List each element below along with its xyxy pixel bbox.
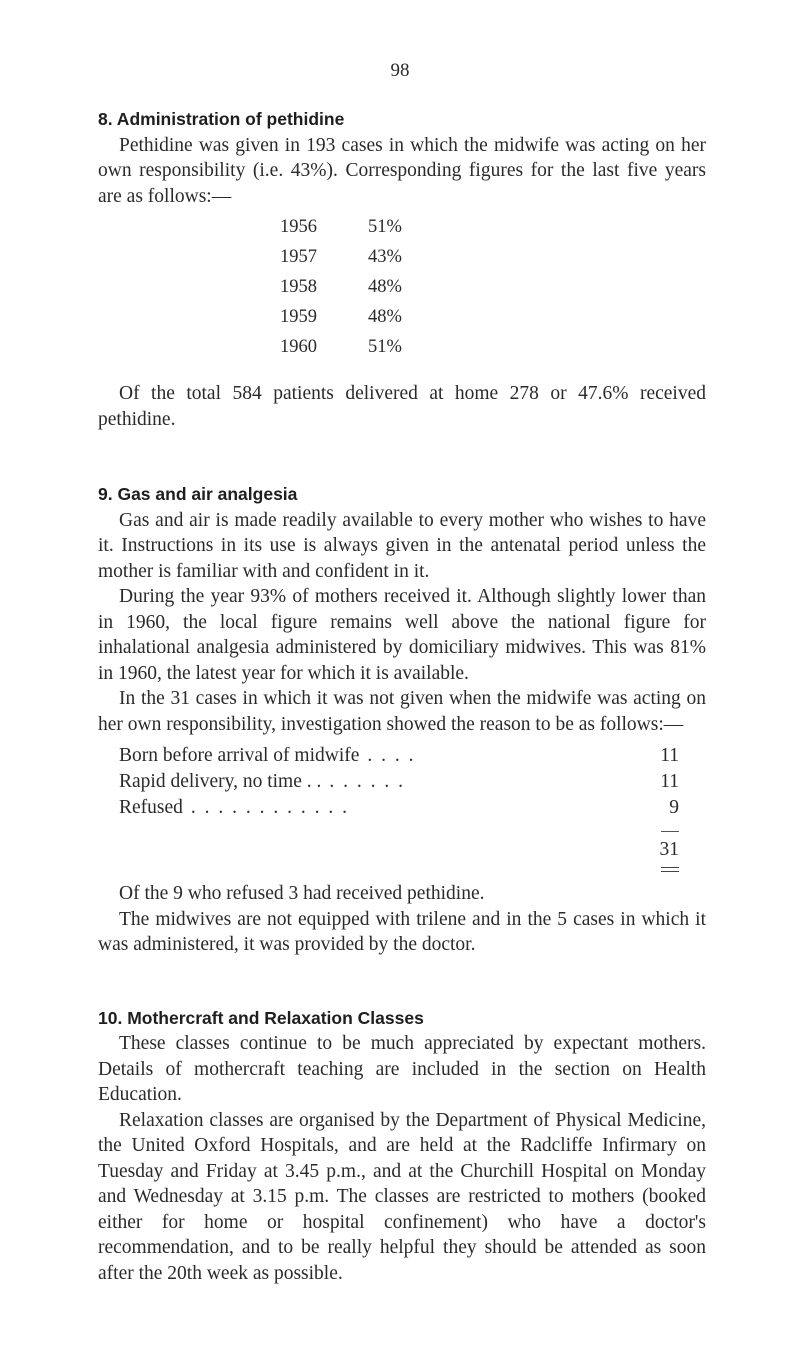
section-heading-gas-and-air: 9. Gas and air analgesia <box>98 484 298 504</box>
total-double-rule <box>661 867 679 872</box>
list-item <box>119 769 679 795</box>
reason-total-block <box>119 821 679 873</box>
page-number: 98 <box>390 60 410 81</box>
section-gas-and-air <box>98 482 706 958</box>
reason-count: 11 <box>660 745 679 766</box>
page-content <box>98 107 706 1286</box>
list-item <box>119 795 679 821</box>
table-row <box>98 303 402 333</box>
reason-count: 11 <box>660 771 679 792</box>
percent-cell: 48% <box>368 307 402 328</box>
pethidine-intro: Pethidine was given in 193 cases in which the midwife was acting on her own responsibility (i.e. 43%). Corresponding figures for the last five years are as follows:— <box>98 134 706 207</box>
year-cell: 1960 <box>280 337 317 358</box>
dot-leader: . . . . . . . . . . . . <box>190 797 350 818</box>
mothercraft-paragraph-2: Relaxation classes are organised by the Department of Physical Medicine, the United Oxford Hospitals, and are held at the Radcliffe Infirmary on Tuesday and Friday at 3.45 p.m., and at the Churchill Hospital on Monday and Wednesday at 3.15 p.m. The classes are restricted to mothers (booked either for home or hospital confinement) who have a doctor's recommendation, and to be really helpful they should be attended as soon after the 20th week as possible. <box>98 1109 706 1284</box>
dot-leader: . . . . <box>367 745 416 766</box>
year-cell: 1958 <box>280 277 317 298</box>
percent-cell: 43% <box>368 247 402 268</box>
mothercraft-paragraph-1: These classes continue to be much appreciated by expectant mothers. Details of mothercraft teaching are included in the section on Health Education. <box>98 1033 706 1105</box>
gas-air-paragraph-2: During the year 93% of mothers received it. Although slightly lower than in 1960, the local figure remains well above the national figure for inhalational analgesia administered by domiciliary midwives. This was 81% in 1960, the latest year for which it is available. <box>98 586 706 684</box>
year-cell: 1956 <box>280 217 317 238</box>
reason-count: 9 <box>669 797 679 818</box>
total-rule <box>661 831 679 832</box>
table-row <box>98 333 402 363</box>
gas-air-paragraph-5: The midwives are not equipped with trilene and in the 5 cases in which it was administered, it was provided by the doctor. <box>98 908 706 955</box>
gas-air-paragraph-3: In the 31 cases in which it was not given when the midwife was acting on her own responsibility, investigation showed the reason to be as follows:— <box>98 688 706 735</box>
section-heading-mothercraft: 10. Mothercraft and Relaxation Classes <box>98 1007 424 1028</box>
reason-label: Refused <box>119 797 183 818</box>
table-row <box>98 243 402 273</box>
section-pethidine <box>98 107 706 432</box>
year-cell: 1959 <box>280 307 317 328</box>
gas-air-paragraph-1: Gas and air is made readily available to every mother who wishes to have it. Instructions in its use is always given in the antenatal period unless the mother is familiar with and confident in it. <box>98 509 706 582</box>
pethidine-year-table <box>98 213 402 363</box>
table-row <box>98 273 402 303</box>
dot-leader: . . . . . . <box>329 771 405 792</box>
gas-air-paragraph-4: Of the 9 who refused 3 had received pethidine. <box>119 883 485 904</box>
pethidine-summary: Of the total 584 patients delivered at home 278 or 47.6% received pethidine. <box>98 383 706 430</box>
percent-cell: 51% <box>368 217 402 238</box>
section-mothercraft <box>98 1006 706 1287</box>
reason-label: Born before arrival of midwife <box>119 745 360 766</box>
table-row <box>98 213 402 243</box>
percent-cell: 48% <box>368 277 402 298</box>
percent-cell: 51% <box>368 337 402 358</box>
section-heading-pethidine: 8. Administration of pethidine <box>98 109 345 129</box>
reason-total: 31 <box>659 839 679 860</box>
list-item <box>119 743 679 769</box>
reason-list <box>119 743 679 821</box>
reason-label: Rapid delivery, no time . . <box>119 771 322 792</box>
year-cell: 1957 <box>280 247 317 268</box>
